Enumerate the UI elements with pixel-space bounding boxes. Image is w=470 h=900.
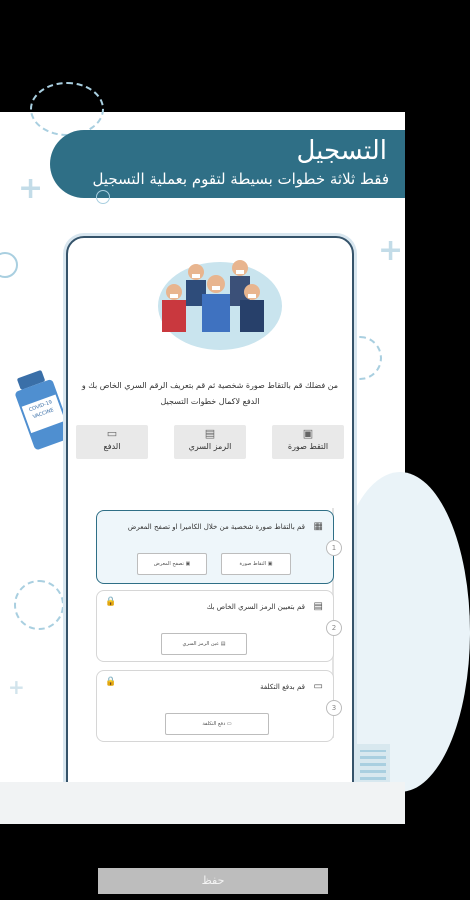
- vaccine-bottle-icon: [10, 367, 74, 452]
- plus-icon: +: [18, 171, 44, 206]
- photo-id-icon: ▦: [313, 521, 323, 532]
- card-icon: ▭: [106, 427, 118, 440]
- pay-button[interactable]: دفع التكلفة ▭: [165, 713, 269, 735]
- step-payment-label: الدفع: [103, 442, 121, 451]
- bg-circle: [30, 82, 104, 136]
- step-number-3: 3: [326, 700, 342, 716]
- browse-gallery-button[interactable]: تصفح المعرض ▣: [137, 553, 207, 575]
- app-screen: [0, 112, 405, 887]
- payment-section: [96, 670, 334, 742]
- step-pin-label: الرمز السري: [188, 442, 232, 451]
- save-button[interactable]: حفظ: [98, 868, 328, 894]
- ground-graphic: [0, 782, 405, 824]
- bg-dot: [96, 190, 110, 204]
- card-icon: ▭: [313, 681, 323, 692]
- keypad-icon: ▤: [204, 427, 216, 440]
- camera-icon: ▣: [302, 427, 314, 440]
- virus-icon: [0, 252, 18, 278]
- registration-card: [66, 236, 354, 887]
- capture-photo-button[interactable]: التقاط صورة ▣: [221, 553, 291, 575]
- capture-photo-label: التقاط صورة: [239, 561, 267, 567]
- page-subtitle: فقط ثلاثة خطوات بسيطة لتقوم بعملية التسجيل: [92, 170, 389, 188]
- photo-section: [96, 510, 334, 584]
- set-pin-label: عين الرمز السري: [182, 641, 220, 647]
- steps-bar: [76, 425, 344, 459]
- header-banner: [50, 130, 405, 198]
- step-number-2: 2: [326, 620, 342, 636]
- browse-gallery-label: تصفح المعرض: [153, 561, 184, 567]
- payment-section-title: قم بدفع التكلفة: [260, 683, 305, 691]
- lock-icon: 🔒: [105, 597, 117, 607]
- page-title: التسجيل: [296, 136, 387, 166]
- step-pin[interactable]: [174, 425, 246, 459]
- pay-button-label: دفع التكلفة: [202, 721, 226, 727]
- intro-text: من فضلك قم بالتقاط صورة شخصية ثم قم بتعريف الرقم السري الخاص بك و الدفع لاكمال خطوات التسجيل: [81, 381, 339, 406]
- step-number-1: 1: [326, 540, 342, 556]
- lock-icon: 🔒: [105, 677, 117, 687]
- keypad-icon: ▤: [313, 601, 323, 612]
- photo-section-title: قم بالتقاط صورة شخصية من خلال الكاميرا او تصفح المعرض: [127, 523, 305, 531]
- pin-section: [96, 590, 334, 662]
- plus-icon: +: [8, 675, 25, 699]
- vaccine-label: COVID-19 VACCINE: [22, 394, 65, 433]
- step-photo-label: التقط صورة: [287, 442, 329, 451]
- set-pin-button[interactable]: عين الرمز السري ▤: [161, 633, 247, 655]
- step-photo[interactable]: [272, 425, 344, 459]
- step-payment[interactable]: [76, 425, 148, 459]
- virus-icon: [14, 580, 64, 630]
- pin-section-title: قم بتعيين الرمز السري الخاص بك: [206, 603, 305, 611]
- plus-icon: +: [378, 233, 404, 268]
- people-illustration: [146, 248, 286, 358]
